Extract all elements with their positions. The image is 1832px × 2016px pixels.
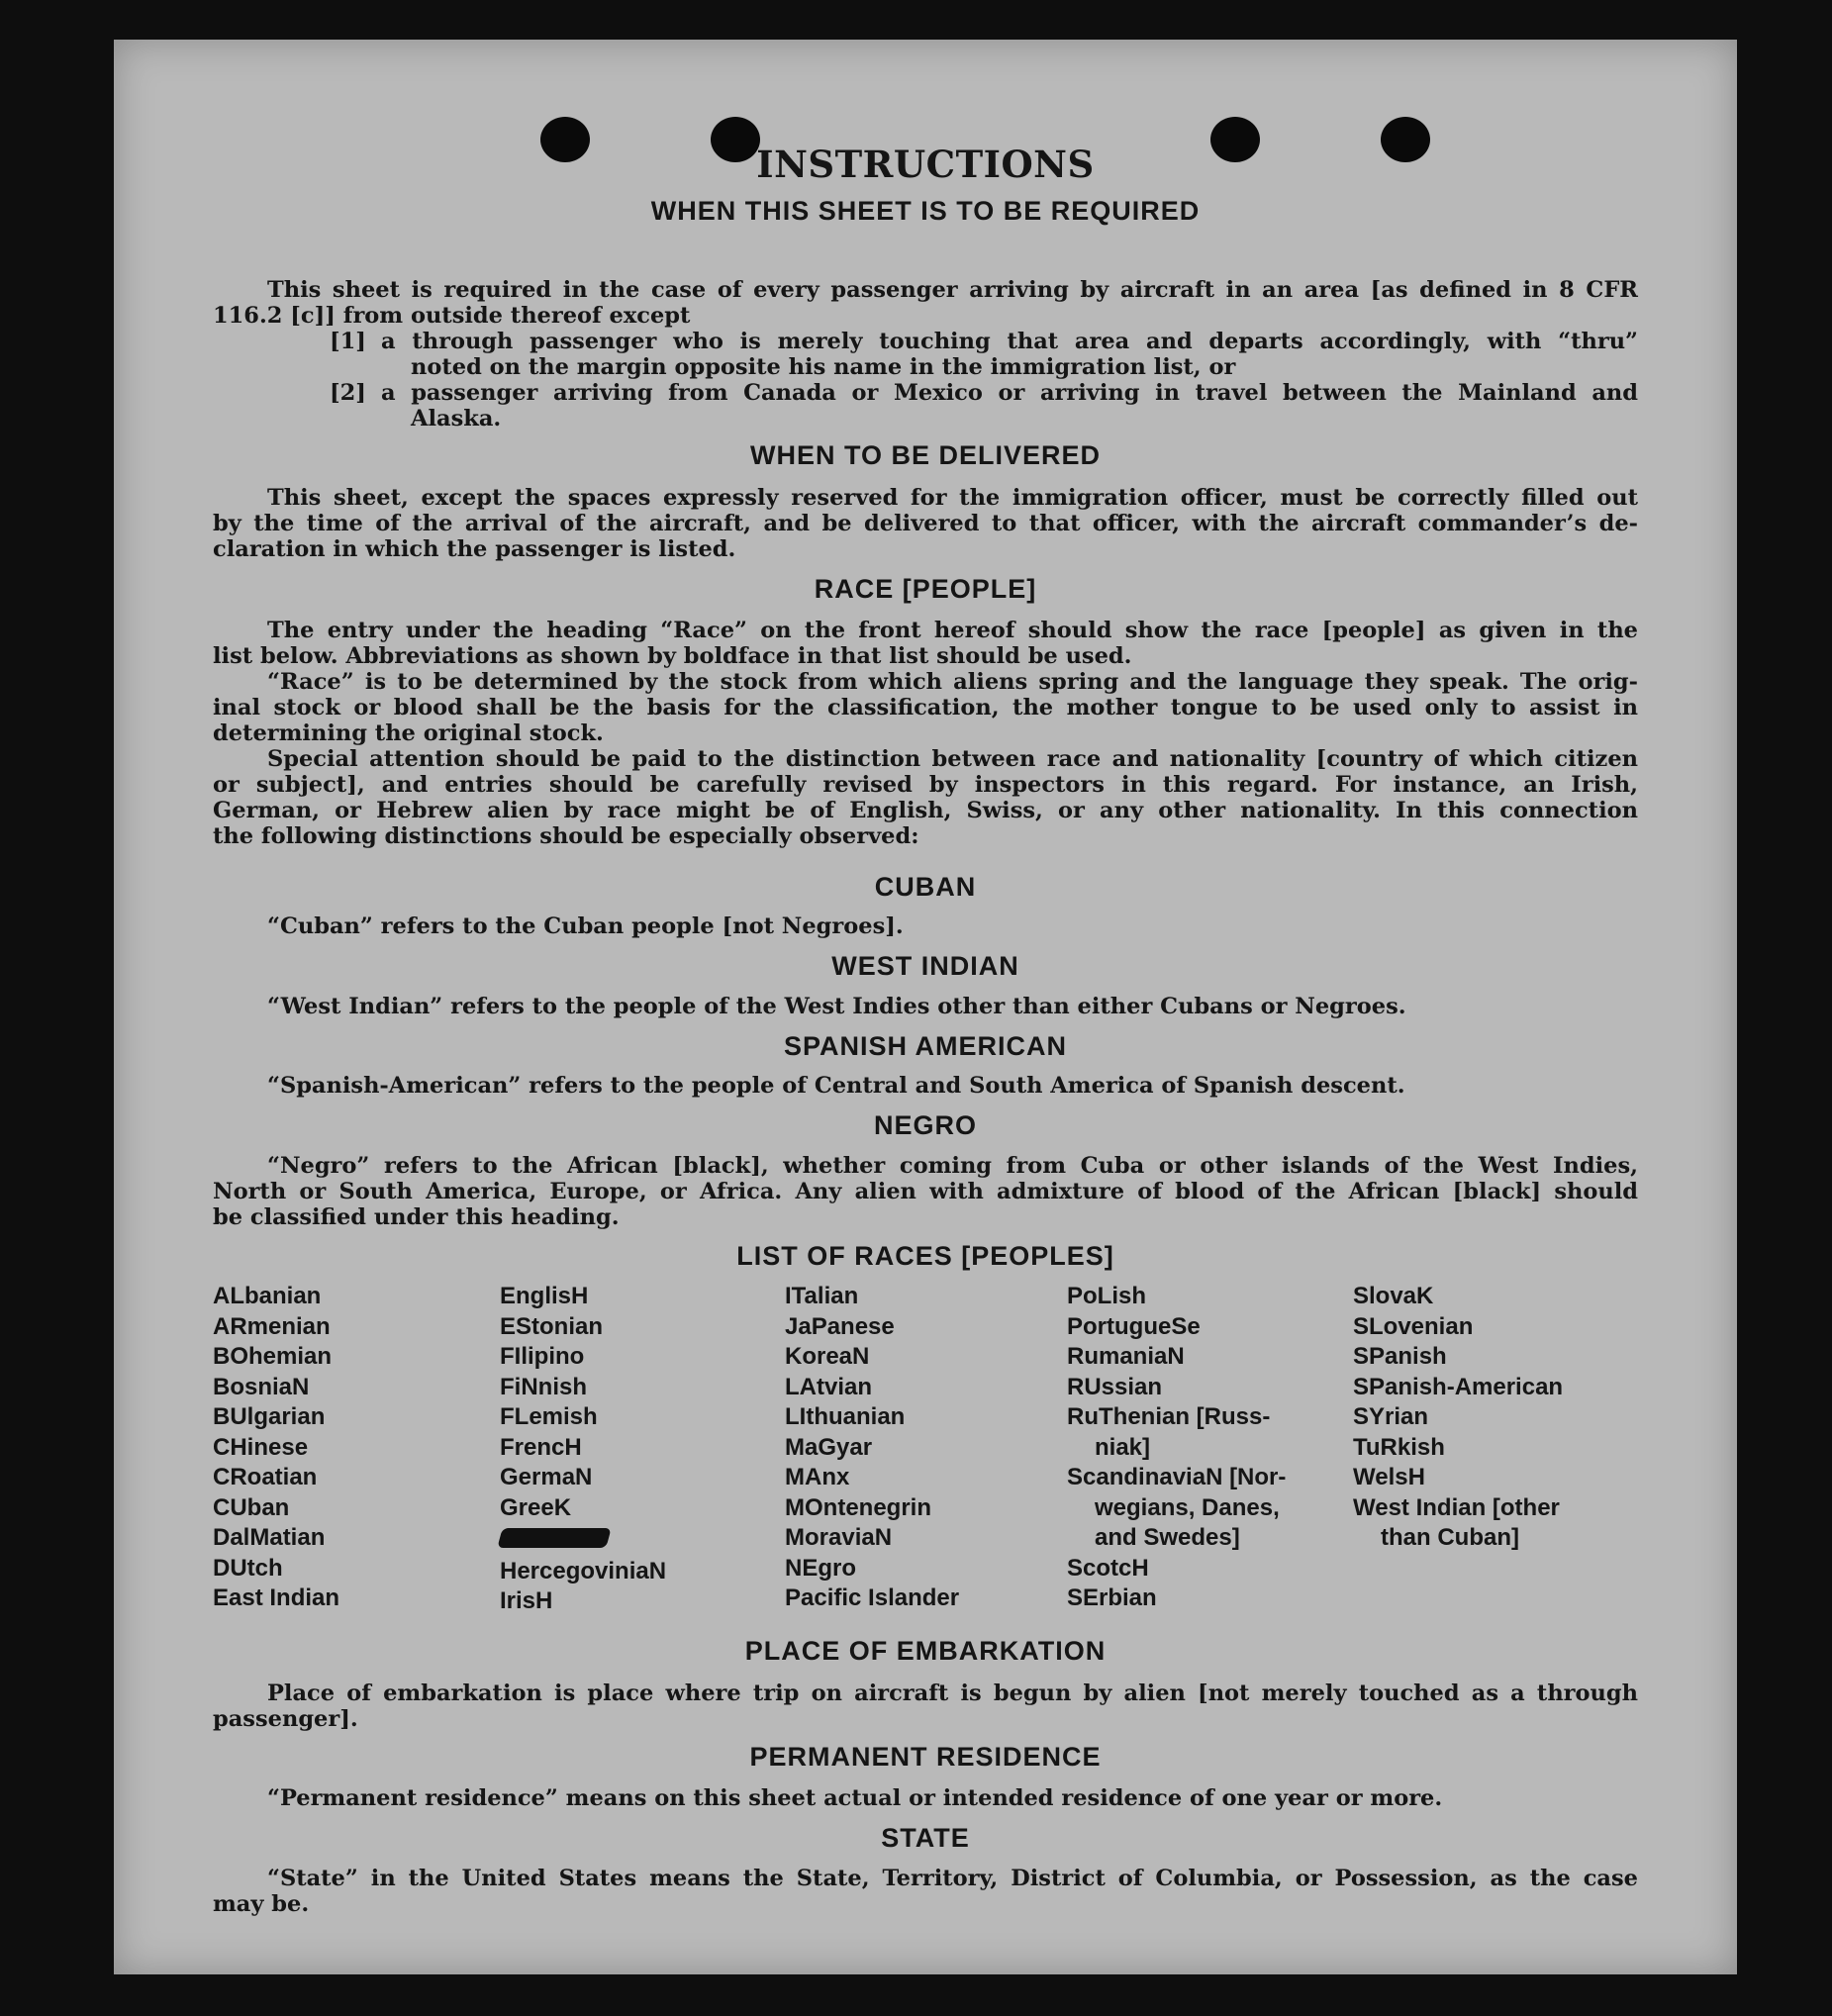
exception-number: [2] xyxy=(330,380,366,406)
text-line: “West Indian” refers to the people of the West Indies other than either Cubans or Negroes. xyxy=(267,994,1406,1019)
page-title: INSTRUCTIONS xyxy=(756,143,1095,186)
race-item-continued: wegians, Danes, xyxy=(1095,1493,1280,1521)
race-item: PortugueSe xyxy=(1067,1312,1201,1340)
race-item: DalMatian xyxy=(213,1524,326,1551)
race-item: LIthuanian xyxy=(785,1403,906,1430)
text-line: 116.2 [c]] from outside thereof except xyxy=(213,303,691,329)
race-item: ScandinaviaN [Nor- xyxy=(1067,1464,1287,1490)
exception-number: [1] xyxy=(330,329,366,354)
race-item: EnglisH xyxy=(500,1283,589,1309)
race-item: ARmenian xyxy=(213,1312,331,1340)
paragraph-race-2 xyxy=(213,669,1638,746)
text-line: Alaska. xyxy=(411,406,502,432)
heading-delivered: WHEN TO BE DELIVERED xyxy=(749,440,1102,470)
heading-spanish-american: SPANISH AMERICAN xyxy=(783,1031,1067,1061)
race-item-continued: niak] xyxy=(1095,1433,1151,1461)
race-item: CHinese xyxy=(213,1433,309,1461)
race-item: GreeK xyxy=(500,1493,572,1521)
redacted-entry xyxy=(500,1523,666,1557)
race-column-2 xyxy=(500,1282,666,1617)
heading-negro: NEGRO xyxy=(873,1110,977,1140)
text-line: determining the original stock. xyxy=(213,720,604,746)
race-item: BosniaN xyxy=(213,1373,310,1400)
race-item: MoraviaN xyxy=(785,1524,893,1551)
text-line: This sheet is required in the case of every passenger arriving by aircraft in an area [as defined in 8 CFR xyxy=(267,277,1638,303)
race-item: East Indian xyxy=(213,1584,340,1611)
race-item: SErbian xyxy=(1067,1584,1157,1611)
race-item: Pacific Islander xyxy=(785,1584,960,1611)
race-list xyxy=(213,1282,1638,1614)
race-item: CUban xyxy=(213,1493,290,1521)
heading-race: RACE [PEOPLE] xyxy=(814,574,1037,604)
race-item: RuThenian [Russ- xyxy=(1067,1403,1271,1430)
text-line: noted on the margin opposite his name in the immigration list, or xyxy=(411,354,1236,380)
race-item: FiNnish xyxy=(500,1373,587,1400)
race-item: RUssian xyxy=(1067,1373,1163,1400)
race-item: RumaniaN xyxy=(1067,1343,1185,1370)
race-item: HercegoviniaN xyxy=(500,1557,667,1584)
race-item: JaPanese xyxy=(785,1312,895,1340)
paragraph-race-3 xyxy=(213,746,1638,849)
race-item: PoLish xyxy=(1067,1283,1147,1309)
race-item: IrisH xyxy=(500,1587,553,1614)
text-line: North or South America, Europe, or Africa. Any alien with admixture of blood of the African [black] should xyxy=(213,1179,1638,1204)
paragraph-embarkation xyxy=(213,1680,1638,1732)
race-item: MaGyar xyxy=(785,1433,873,1461)
race-item: MOntenegrin xyxy=(785,1493,931,1521)
text-line: This sheet, except the spaces expressly reserved for the immigration officer, must be correctly filled out xyxy=(267,485,1638,511)
heading-embarkation: PLACE OF EMBARKATION xyxy=(744,1636,1107,1666)
race-item: FIlipino xyxy=(500,1343,585,1370)
text-line: a passenger arriving from Canada or Mexico or arriving in travel between the Mainland and xyxy=(381,380,1638,406)
text-line: “Cuban” refers to the Cuban people [not Negroes]. xyxy=(267,913,904,939)
race-item: ScotcH xyxy=(1067,1554,1149,1582)
paragraph-negro xyxy=(213,1153,1638,1230)
text-line: inal stock or blood shall be the basis for the classification, the mother tongue to be used only to assist in xyxy=(213,695,1638,720)
race-item: SlovaK xyxy=(1353,1283,1434,1309)
race-item: EStonian xyxy=(500,1312,604,1340)
race-item: SPanish-American xyxy=(1353,1373,1564,1400)
race-item: GermaN xyxy=(500,1464,593,1490)
heading-required: WHEN THIS SHEET IS TO BE REQUIRED xyxy=(650,196,1201,226)
text-line: “Spanish-American” refers to the people of Central and South America of Spanish descent. xyxy=(267,1073,1405,1099)
text-line: “Race” is to be determined by the stock from which aliens spring and the language they speak. The orig- xyxy=(267,669,1638,695)
race-item: DUtch xyxy=(213,1554,283,1582)
text-line: “Negro” refers to the African [black], whether coming from Cuba or other islands of the West Indies, xyxy=(267,1153,1638,1179)
race-item: SYrian xyxy=(1353,1403,1429,1430)
paragraph-state xyxy=(213,1866,1638,1917)
race-item: NEgro xyxy=(785,1554,856,1582)
document-sheet xyxy=(114,40,1737,1974)
exception-2 xyxy=(330,380,1638,432)
text-line: by the time of the arrival of the aircraft, and be delivered to that officer, with the aircraft commander’s de- xyxy=(213,511,1638,536)
text-line: a through passenger who is merely touching that area and departs accordingly, with “thru” xyxy=(381,329,1638,354)
race-column-5 xyxy=(1353,1282,1563,1554)
race-item: KoreaN xyxy=(785,1343,870,1370)
race-column-3 xyxy=(785,1282,959,1614)
race-item: SPanish xyxy=(1353,1343,1447,1370)
race-item: West Indian [other xyxy=(1353,1493,1560,1521)
paragraph-cuban xyxy=(213,913,1638,939)
race-item: BOhemian xyxy=(213,1343,333,1370)
text-line: “State” in the United States means the State, Territory, District of Columbia, or Possession, as the case xyxy=(267,1866,1638,1891)
text-line: Special attention should be paid to the distinction between race and nationality [country of which citizen xyxy=(267,746,1638,772)
race-item: MAnx xyxy=(785,1464,850,1490)
text-line: German, or Hebrew alien by race might be of English, Swiss, or any other nationality. In this connection xyxy=(213,798,1638,823)
redaction-mark xyxy=(497,1528,611,1548)
text-line: or subject], and entries should be carefully revised by inspectors in this regard. For instance, an Irish, xyxy=(213,772,1638,798)
race-column-1 xyxy=(213,1282,339,1614)
text-line: Place of embarkation is place where trip on aircraft is begun by alien [not merely touched as a through xyxy=(267,1680,1638,1706)
race-item: ITalian xyxy=(785,1283,859,1309)
race-column-4 xyxy=(1067,1282,1286,1614)
race-item: ALbanian xyxy=(213,1283,322,1309)
paragraph-west-indian xyxy=(213,994,1638,1019)
text-line: may be. xyxy=(213,1891,310,1917)
paragraph-race-1 xyxy=(213,618,1638,669)
paragraph-required xyxy=(213,277,1638,329)
heading-west-indian: WEST INDIAN xyxy=(831,951,1019,981)
heading-cuban: CUBAN xyxy=(874,872,977,902)
exception-1 xyxy=(330,329,1638,380)
race-item: TuRkish xyxy=(1353,1433,1445,1461)
race-item: LAtvian xyxy=(785,1373,873,1400)
heading-list-of-races: LIST OF RACES [PEOPLES] xyxy=(736,1241,1114,1271)
race-item-continued: than Cuban] xyxy=(1381,1524,1519,1551)
heading-state: STATE xyxy=(881,1823,970,1853)
race-item: BUlgarian xyxy=(213,1403,326,1430)
paragraph-delivered xyxy=(213,485,1638,562)
text-line: passenger]. xyxy=(213,1706,358,1732)
text-line: claration in which the passenger is listed. xyxy=(213,536,736,562)
race-item: WelsH xyxy=(1353,1464,1425,1490)
paragraph-residence xyxy=(213,1785,1638,1811)
heading-residence: PERMANENT RESIDENCE xyxy=(749,1742,1102,1772)
text-line: the following distinctions should be especially observed: xyxy=(213,823,919,849)
paragraph-spanish-american xyxy=(213,1073,1638,1099)
text-line: be classified under this heading. xyxy=(213,1204,620,1230)
race-item-continued: and Swedes] xyxy=(1095,1524,1240,1551)
text-line: “Permanent residence” means on this sheet actual or intended residence of one year or more. xyxy=(267,1785,1443,1811)
text-line: list below. Abbreviations as shown by boldface in that list should be used. xyxy=(213,643,1132,669)
race-item: CRoatian xyxy=(213,1464,318,1490)
race-item: FrencH xyxy=(500,1433,582,1461)
race-item: FLemish xyxy=(500,1403,598,1430)
text-line: The entry under the heading “Race” on the front hereof should show the race [people] as given in the xyxy=(267,618,1638,643)
race-item: SLovenian xyxy=(1353,1312,1474,1340)
